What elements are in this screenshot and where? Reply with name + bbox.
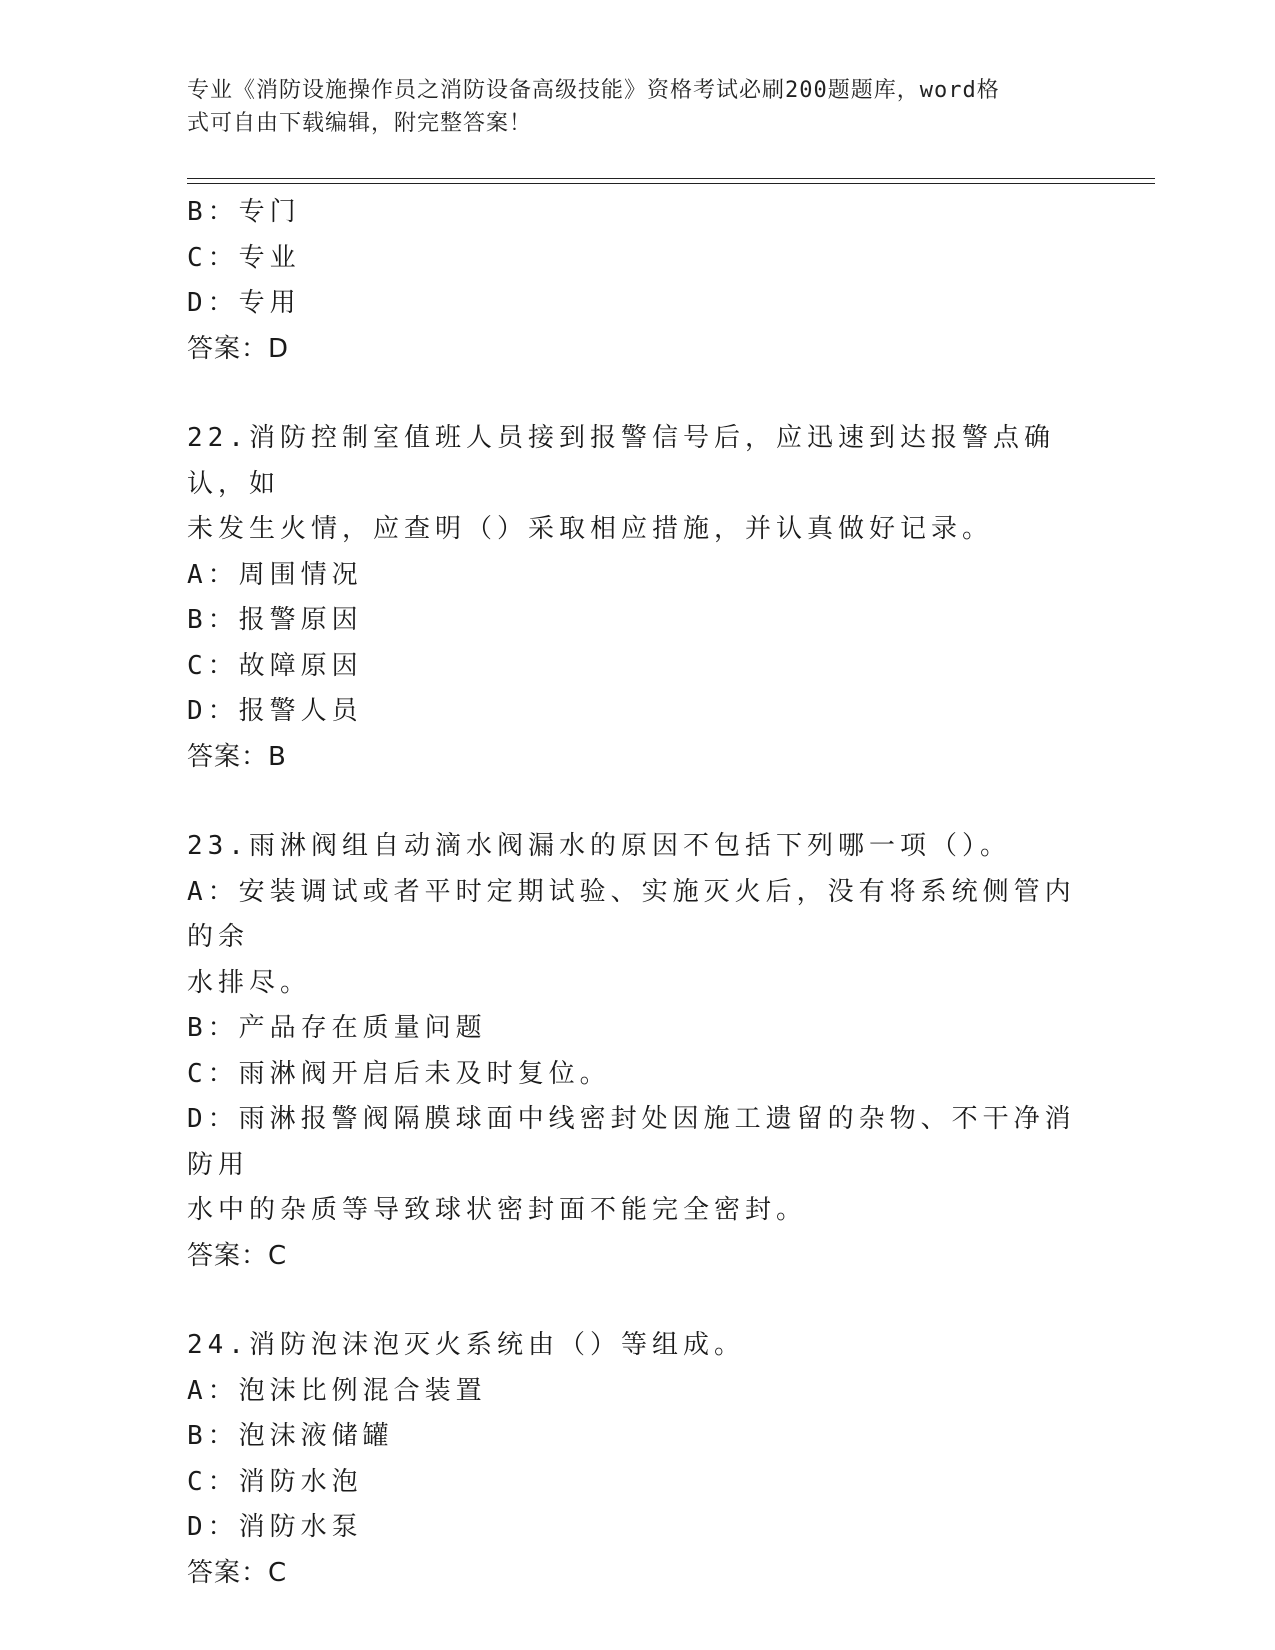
option-c: C：消防水泡 [187, 1466, 363, 1497]
option-b: B：产品存在质量问题 [187, 1013, 487, 1043]
question-22 [187, 416, 1087, 780]
option-a: A：安装调试或者平时定期试验、实施灭火后，没有将系统侧管内的余 [187, 876, 1076, 952]
answer-label: 答案：B [187, 741, 287, 772]
answer-label: 答案：C [187, 1557, 288, 1588]
header-line: 专业《消防设施操作员之消防设备高级技能》资格考试必刷200题题库，word格 [187, 78, 1000, 103]
option-a: A：泡沫比例混合装置 [187, 1375, 487, 1406]
option-c: C：故障原因 [187, 650, 363, 681]
header-line: 式可自由下载编辑，附完整答案！ [187, 111, 533, 136]
option-a: A：周围情况 [187, 559, 363, 590]
option-c: C：雨淋阀开启后未及时复位。 [187, 1058, 611, 1089]
option-b: B：泡沫液储罐 [187, 1421, 394, 1451]
question-stem: 未发生火情，应查明（）采取相应措施，并认真做好记录。 [187, 514, 994, 544]
question-stem: 23.雨淋阀组自动滴水阀漏水的原因不包括下列哪一项（）。 [187, 831, 1011, 861]
option-c: C：专业 [187, 242, 301, 273]
option-d: D：雨淋报警阀隔膜球面中线密封处因施工遗留的杂物、不干净消防用 [187, 1104, 1076, 1180]
option-b: B：专门 [187, 197, 301, 227]
option-d-continued: 水中的杂质等导致球状密封面不能完全密封。 [187, 1195, 808, 1225]
option-d: D：消防水泵 [187, 1512, 363, 1542]
answer-label: 答案：C [187, 1240, 288, 1271]
question-23 [187, 824, 1087, 1279]
option-d: D：专用 [187, 288, 301, 318]
option-b: B：报警原因 [187, 605, 363, 635]
document-header [187, 74, 1087, 140]
question-stem: 24.消防泡沫泡灭火系统由（）等组成。 [187, 1330, 745, 1360]
question-stem: 22.消防控制室值班人员接到报警信号后，应迅速到达报警点确认，如 [187, 423, 1055, 499]
question-24 [187, 1323, 1087, 1596]
question-list [187, 190, 1087, 1596]
option-a-continued: 水排尽。 [187, 967, 312, 998]
answer-label: 答案：D [187, 333, 290, 364]
header-divider [187, 183, 1155, 184]
question-previous [187, 190, 1087, 372]
header-divider [187, 178, 1155, 179]
option-d: D：报警人员 [187, 696, 363, 726]
